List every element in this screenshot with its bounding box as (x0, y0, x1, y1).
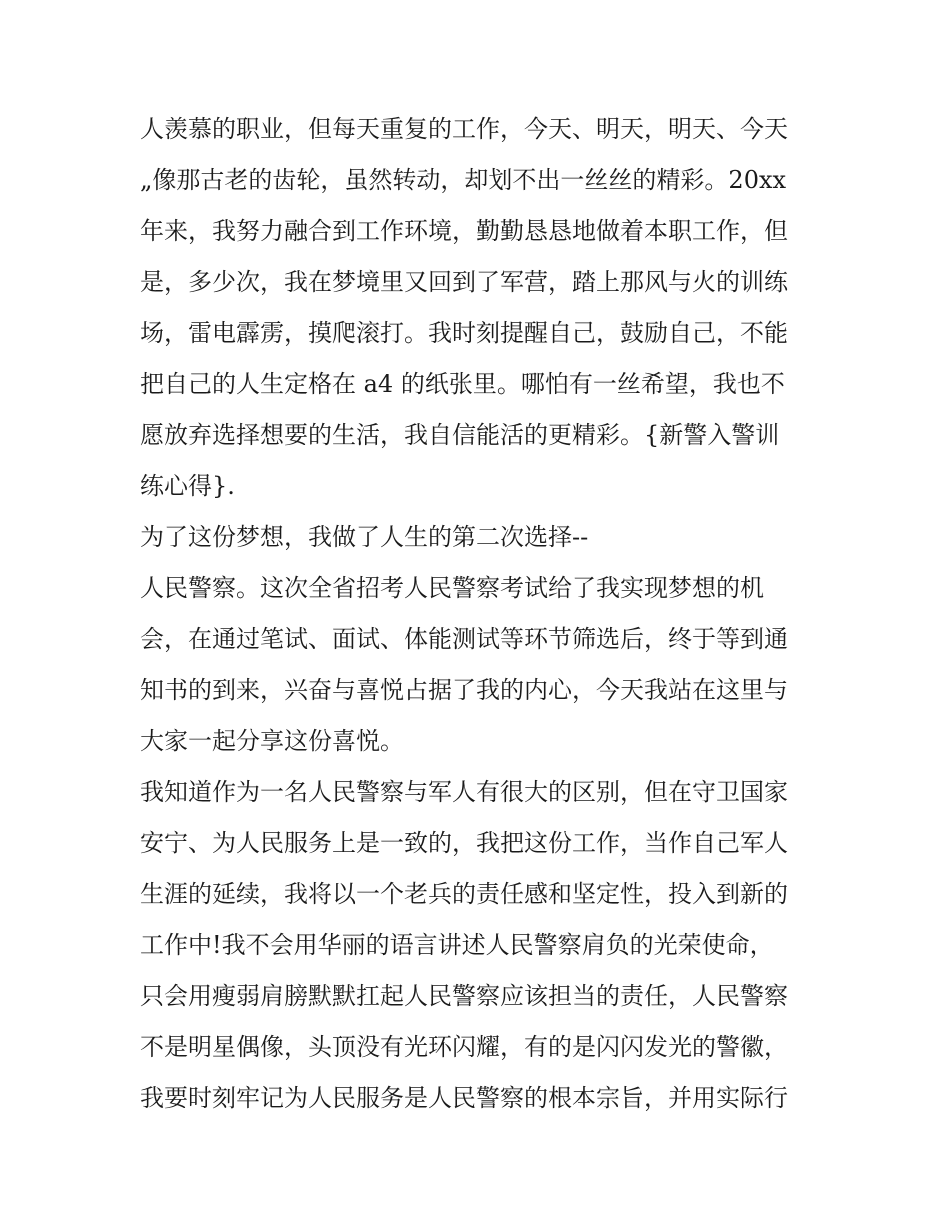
text-line: 我知道作为一名人民警察与军人有很大的区别，但在守卫国家 (140, 778, 788, 806)
text-line: 是，多少次，我在梦境里又回到了军营，踏上那风与火的训练 (140, 268, 788, 296)
text-line: „像那古老的齿轮，虽然转动，却划不出一丝丝的精彩。20xx (140, 166, 787, 194)
text-line: 安宁、为人民服务上是一致的，我把这份工作，当作自己军人 (140, 829, 788, 857)
text-line: 人民警察。这次全省招考人民警察考试给了我实现梦想的机 (140, 574, 764, 602)
text-line: 练心得}. (140, 472, 235, 500)
text-line: 为了这份梦想，我做了人生的第二次选择-- (140, 523, 589, 551)
text-line: 人羡慕的职业，但每天重复的工作，今天、明天，明天、今天 (140, 115, 788, 143)
text-line: 愿放弃选择想要的生活，我自信能活的更精彩。{新警入警训 (140, 421, 780, 449)
text-line: 知书的到来，兴奋与喜悦占据了我的内心，今天我站在这里与 (140, 676, 788, 704)
text-line: 工作中!我不会用华丽的语言讲述人民警察肩负的光荣使命， (140, 931, 774, 959)
text-line: 大家一起分享这份喜悦。 (140, 727, 404, 755)
text-line: 场，雷电霹雳，摸爬滚打。我时刻提醒自己，鼓励自己，不能 (140, 319, 788, 347)
text-line: 不是明星偶像，头顶没有光环闪耀，有的是闪闪发光的警徽， (140, 1033, 788, 1061)
text-line: 把自己的人生定格在 a4 的纸张里。哪怕有一丝希望，我也不 (140, 370, 785, 398)
text-line: 年来，我努力融合到工作环境，勤勤恳恳地做着本职工作，但 (140, 217, 788, 245)
text-line: 只会用瘦弱肩膀默默扛起人民警察应该担当的责任，人民警察 (140, 982, 788, 1010)
text-line: 会，在通过笔试、面试、体能测试等环节筛选后，终于等到通 (140, 625, 788, 653)
text-line: 生涯的延续，我将以一个老兵的责任感和坚定性，投入到新的 (140, 880, 788, 908)
body-text (140, 104, 820, 1124)
text-line: 我要时刻牢记为人民服务是人民警察的根本宗旨，并用实际行 (140, 1084, 788, 1112)
